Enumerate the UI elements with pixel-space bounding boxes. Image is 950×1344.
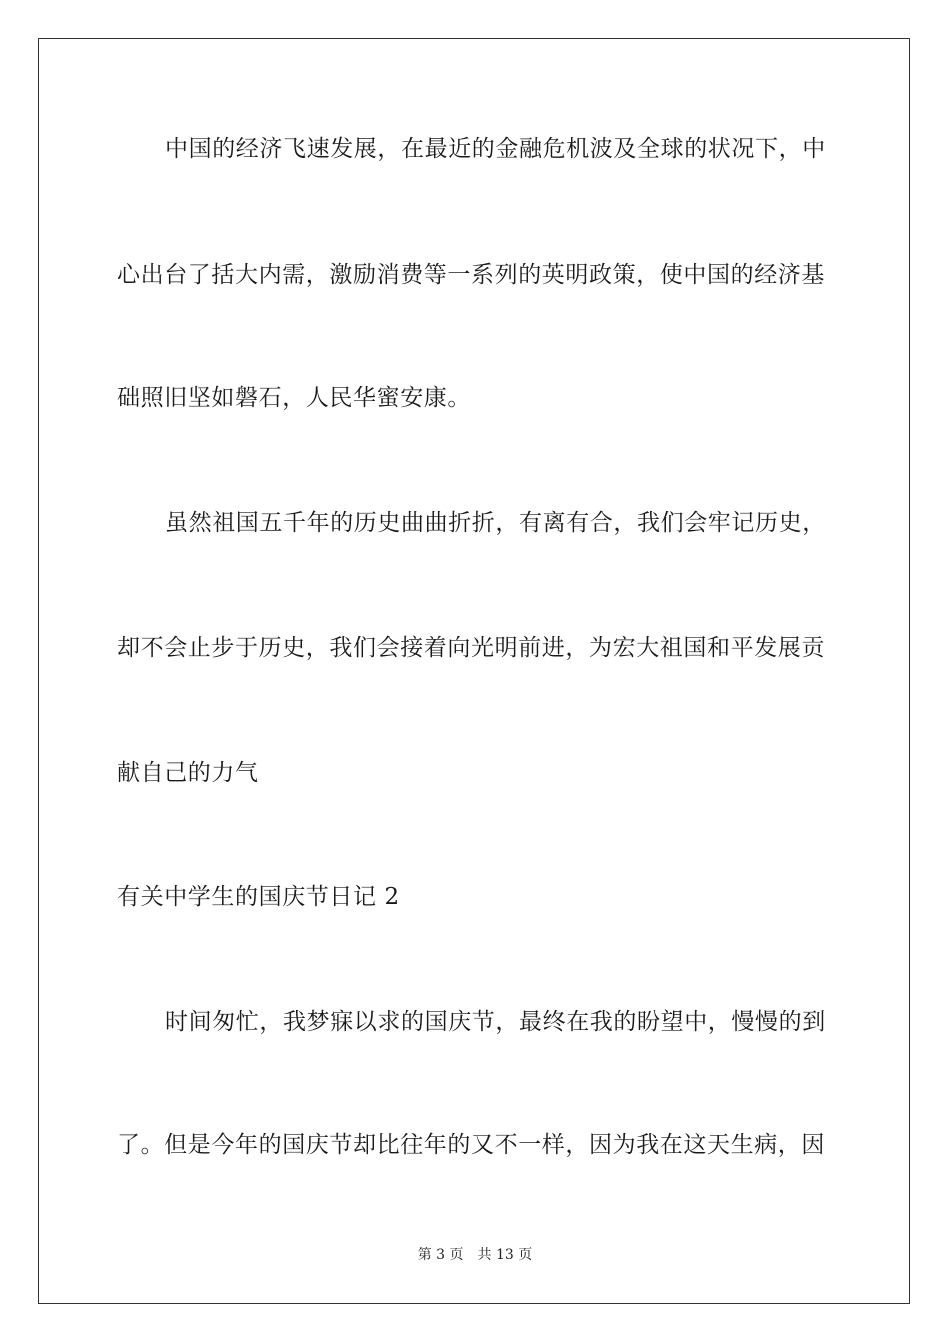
paragraph-1-line-2: 心出台了括大内需，激励消费等一系列的英明政策，使中国的经济基 bbox=[117, 262, 825, 288]
page-frame bbox=[38, 38, 910, 1304]
paragraph-1-line-1: 中国的经济飞速发展，在最近的金融危机波及全球的状况下，中 bbox=[165, 136, 826, 162]
paragraph-2-line-1: 虽然祖国五千年的历史曲曲折折，有离有合，我们会牢记历史， bbox=[165, 510, 826, 536]
page-total: 共 13 页 bbox=[477, 1247, 533, 1263]
paragraph-1-line-3: 础照旧坚如磐石，人民华蜜安康。 bbox=[117, 385, 471, 411]
paragraph-3-line-1: 时间匆忙，我梦寐以求的国庆节，最终在我的盼望中，慢慢的到 bbox=[165, 1009, 826, 1035]
page-number: 第 3 页 bbox=[417, 1247, 464, 1263]
paragraph-2-line-2: 却不会止步于历史，我们会接着向光明前进，为宏大祖国和平发展贡 bbox=[117, 635, 825, 661]
paragraph-3-line-2: 了。但是今年的国庆节却比往年的又不一样，因为我在这天生病，因 bbox=[117, 1132, 825, 1158]
section-heading: 有关中学生的国庆节日记 2 bbox=[117, 884, 400, 910]
page-footer bbox=[0, 1246, 950, 1264]
paragraph-2-line-3: 献自己的力气 bbox=[117, 760, 259, 786]
